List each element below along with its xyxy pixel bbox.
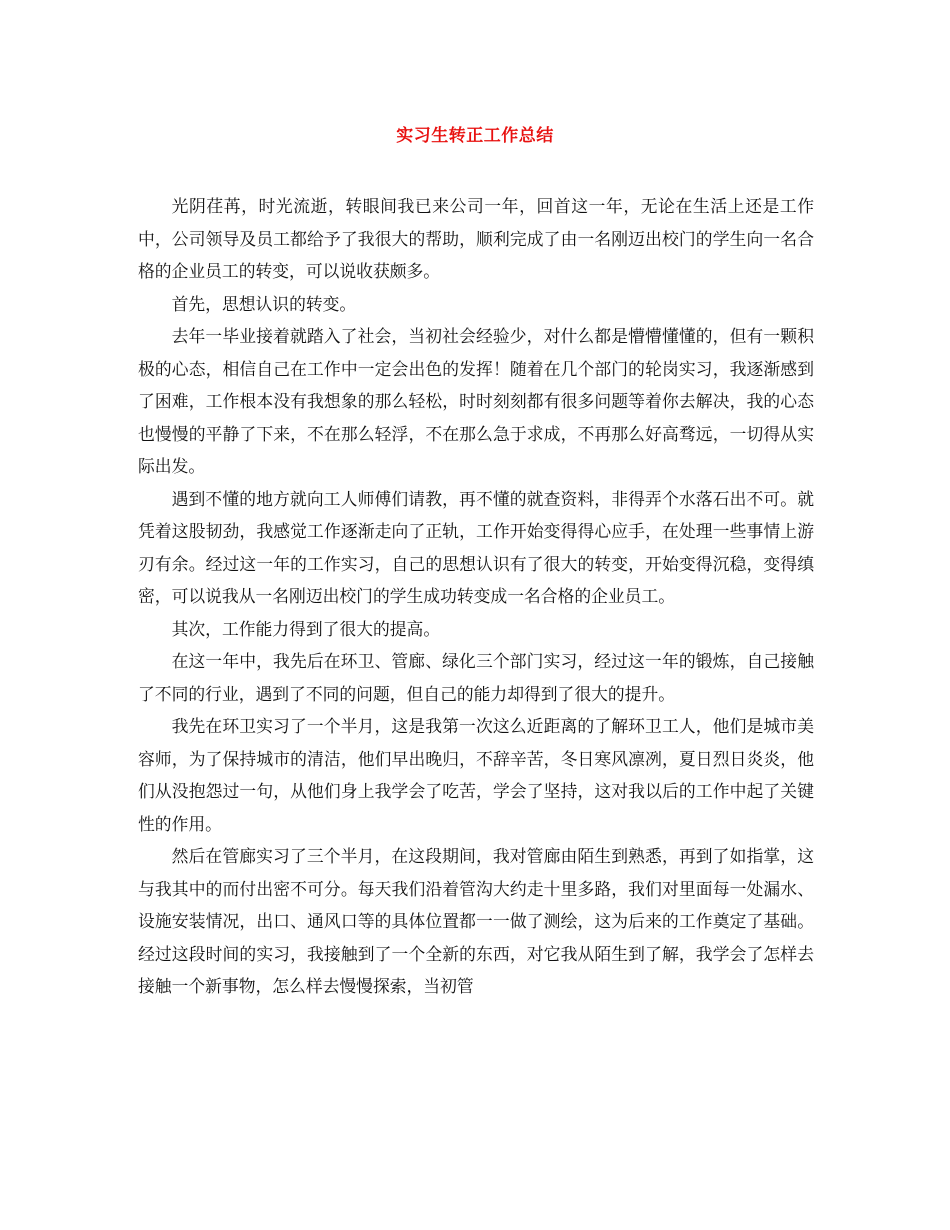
paragraph-learning: 遇到不懂的地方就向工人师傅们请教，再不懂的就查资料，非得弄个水落石出不可。就凭着这股韧劲，我感觉工作逐渐走向了正轨，工作开始变得得心应手，在处理一些事情上游刃有余。经过这一年的工作实习，自己的思想认识有了很大的转变，开始变得沉稳，变得缜密，可以说我从一名刚迈出校门的学生成功转变成一名合格的企业员工。	[138, 488, 814, 606]
paragraph-departments: 在这一年中，我先后在环卫、管廊、绿化三个部门实习，经过这一年的锻炼，自己接触了不同的行业，遇到了不同的问题，但自己的能力却得到了很大的提升。	[138, 651, 814, 704]
paragraph-heading-first: 首先，思想认识的转变。	[171, 293, 357, 314]
paragraph-graduation: 去年一毕业接着就踏入了社会，当初社会经验少，对什么都是懵懵懂懂的，但有一颗积极的心态，相信自己在工作中一定会出色的发挥！随着在几个部门的轮岗实习，我逐渐感到了困难，工作根本没有我想象的那么轻松，时时刻刻都有很多问题等着你去解决，我的心态也慢慢的平静了下来，不在那么轻浮，不在那么急于求成，不再那么好高骛远，一切得从实际出发。	[138, 326, 814, 476]
document-body	[138, 190, 814, 1003]
paragraph-pipe-gallery: 然后在管廊实习了三个半月，在这段期间，我对管廊由陌生到熟悉，再到了如指掌，这与我其中的而付出密不可分。每天我们沿着管沟大约走十里多路，我们对里面每一处漏水、设施安装情况，出口、通风口等的具体位置都一一做了测绘，这为后来的工作奠定了基础。经过这段时间的实习，我接触到了一个全新的东西，对它我从陌生到了解，我学会了怎样去接触一个新事物，怎么样去慢慢探索，当初管	[138, 846, 814, 996]
document-title: 实习生转正工作总结	[396, 126, 554, 146]
paragraph-heading-second: 其次，工作能力得到了很大的提高。	[171, 618, 441, 639]
paragraph-intro: 光阴荏苒，时光流逝，转眼间我已来公司一年，回首这一年，无论在生活上还是工作中，公司领导及员工都给予了我很大的帮助，顺利完成了由一名刚迈出校门的学生向一名合格的企业员工的转变，可以说收获颇多。	[138, 196, 814, 281]
paragraph-sanitation: 我先在环卫实习了一个半月，这是我第一次这么近距离的了解环卫工人，他们是城市美容师，为了保持城市的清洁，他们早出晚归，不辞辛苦，冬日寒风凛冽，夏日烈日炎炎，他们从没抱怨过一句，从他们身上我学会了吃苦，学会了坚持，这对我以后的工作中起了关键性的作用。	[138, 716, 814, 834]
